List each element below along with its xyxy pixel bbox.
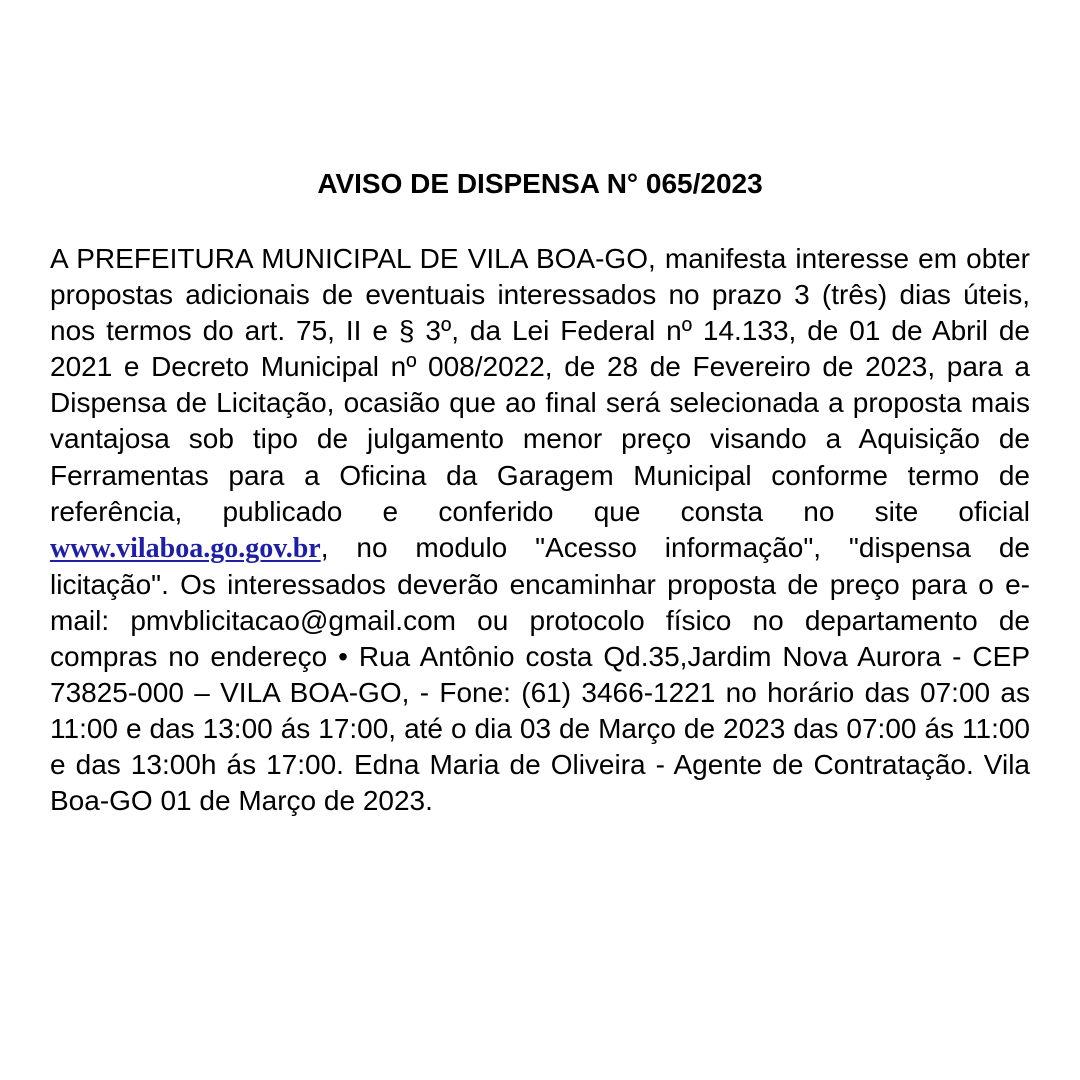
notice-body bbox=[50, 241, 1030, 820]
notice-body-details: , no modulo "Acesso informação", "dispensa de licitação". Os interessados deverão encaminhar proposta de preço para o e-mail: pmvblicitacao@gmail.com ou protocolo físico no departamento de compras no endereço • Rua Antônio costa Qd.35,Jardim Nova Aurora - CEP 73825-000 – VILA BOA-GO, - Fone: (61) 3466-1221 no horário das 07:00 as 11:00 e das 13:00 ás 17:00, até o dia 03 de Março de 2023 das 07:00 ás 11:00 e das 13:00h ás 17:00. Edna Maria de Oliveira - Agente de Contratação. Vila Boa-GO 01 de Março de 2023. bbox=[50, 531, 1030, 817]
official-site-link[interactable]: www.vilaboa.go.gov.br bbox=[50, 532, 321, 564]
notice-title: AVISO DE DISPENSA N° 065/2023 bbox=[317, 168, 763, 199]
notice-body-intro: A PREFEITURA MUNICIPAL DE VILA BOA-GO, manifesta interesse em obter propostas adicionais de eventuais interessados no prazo 3 (três) dias úteis, nos termos do art. 75, II e § 3º, da Lei Federal nº 14.133, de 01 de Abril de 2021 e Decreto Municipal nº 008/2022, de 28 de Fevereiro de 2023, para a Dispensa de Licitação, ocasião que ao final será selecionada a proposta mais vantajosa sob tipo de julgamento menor preço visando a Aquisição de Ferramentas para a Oficina da Garagem Municipal conforme termo de referência, publicado e conferido que consta no site oficial bbox=[50, 243, 1030, 527]
